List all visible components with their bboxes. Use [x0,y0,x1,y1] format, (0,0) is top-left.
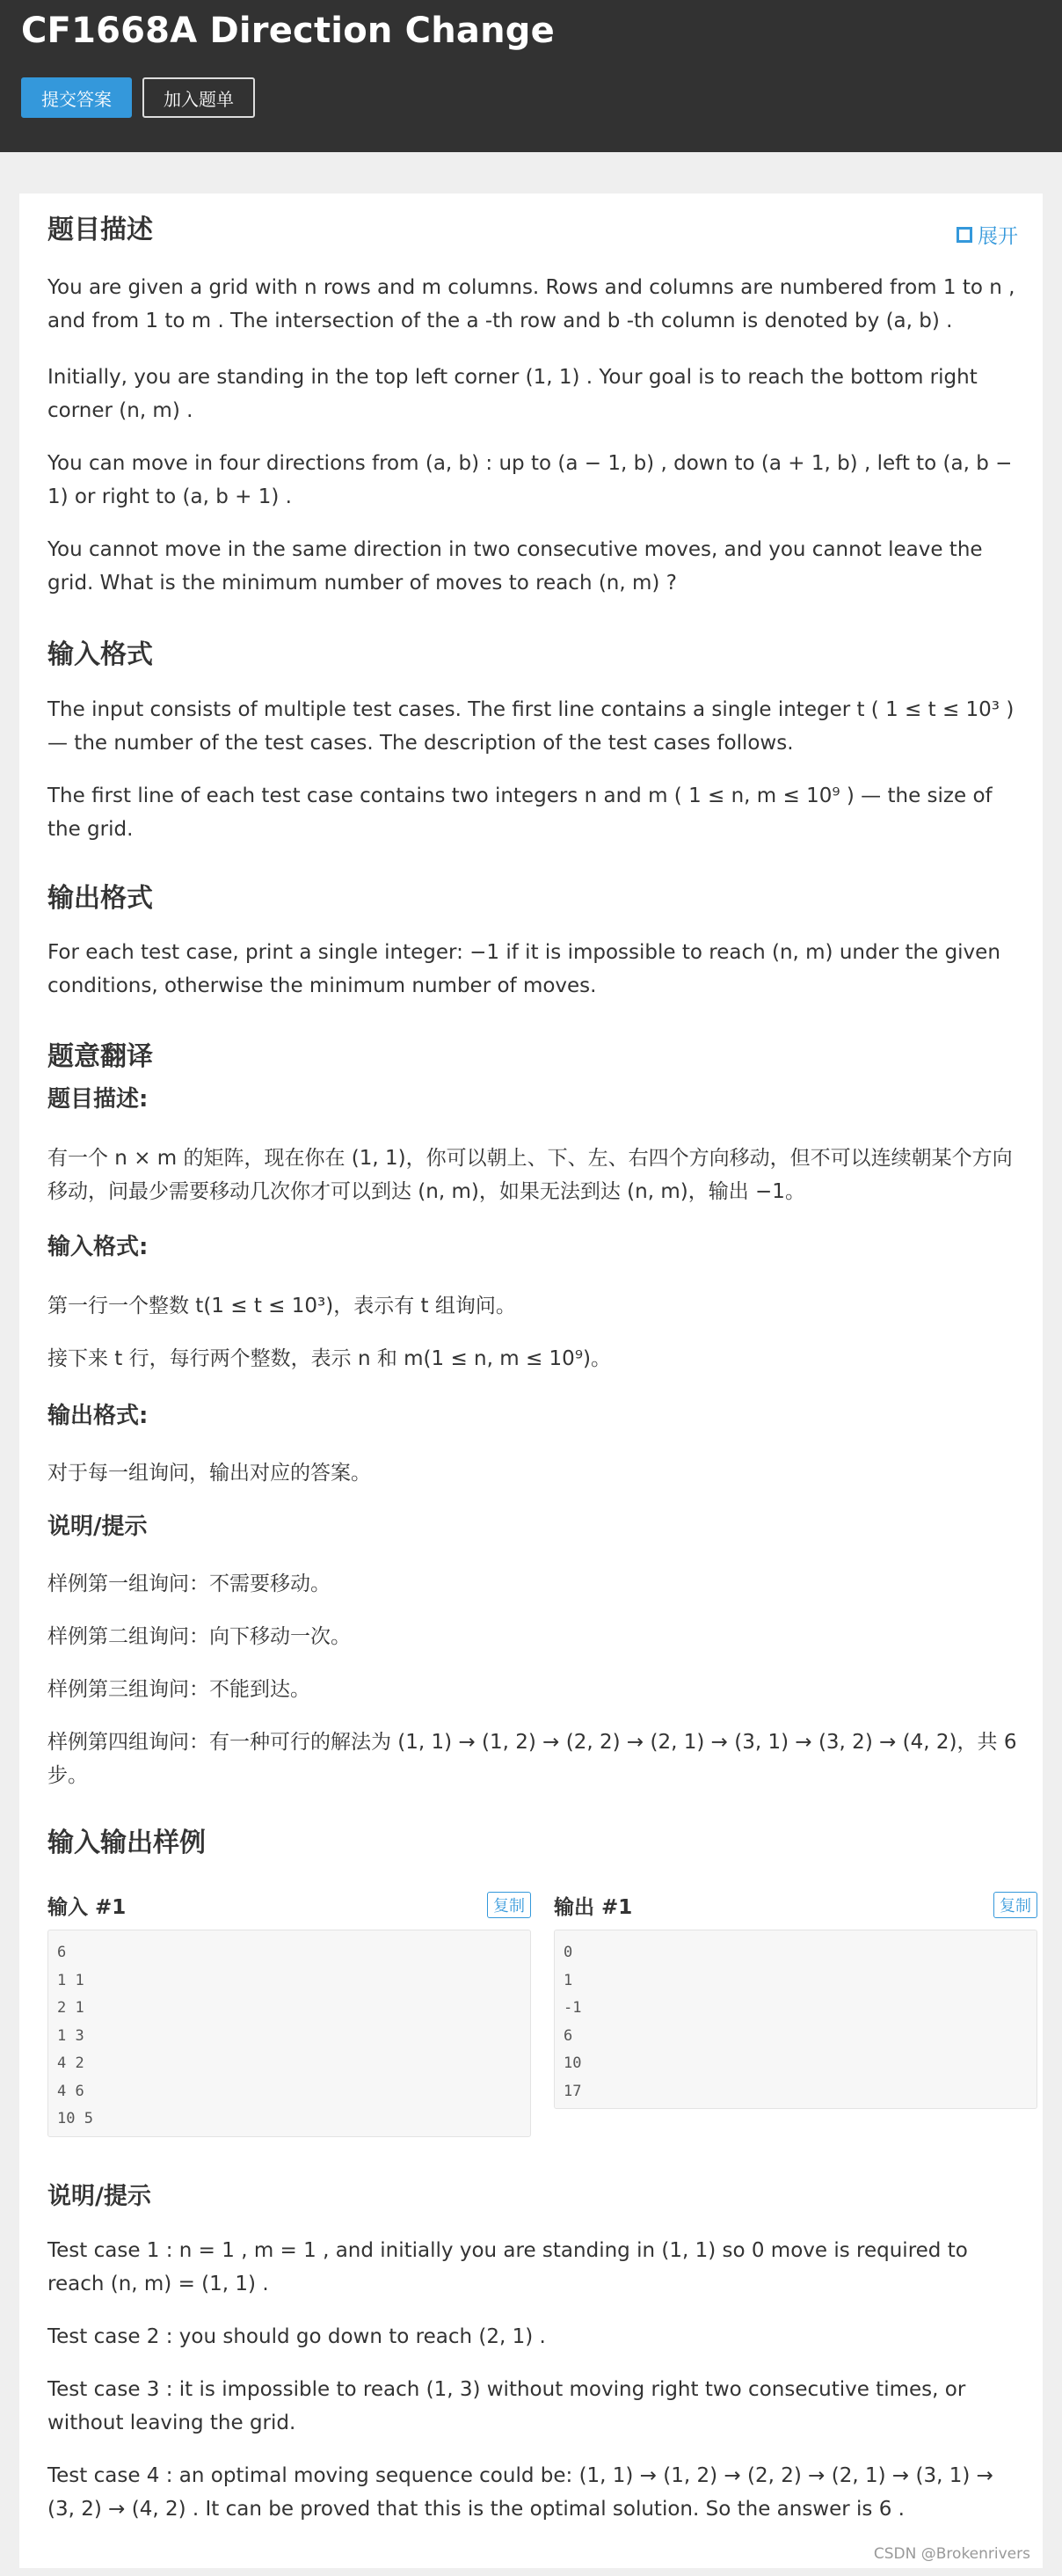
page-title: CF1668A Direction Change [21,11,555,51]
sample-output-code: 0 1 -1 6 10 17 [554,1930,1037,2109]
translation-desc-title: 题目描述: [47,1086,149,1113]
translation-title: 题意翻译 [47,1041,153,1072]
output-format-p1: For each test case, print a single integer: −1 if it is impossible to reach (n, m) under the given conditions, otherwise the minimum number of moves. [47,941,1000,997]
notes-test-1: Test case 1 : n = 1 , m = 1 , and initially you are standing in (1, 1) so 0 move is required to reach (n, m) = (1, 1) . [47,2239,968,2295]
copy-input-button[interactable]: 复制 [487,1892,531,1918]
input-format-title: 输入格式 [47,639,153,670]
input-format-p2: The first line of each test case contains two integers n and m ( 1 ≤ n, m ≤ 10⁹ ) — the size of the grid. [47,784,993,841]
sample-output [554,1887,1037,2109]
translation-input-title: 输入格式: [47,1234,149,1260]
description-p1: You are given a grid with n rows and m columns. Rows and columns are numbered from 1 to n , and from 1 to m . The intersection of the a -th row and b -th column is denoted by (a, b) . [47,276,1015,332]
translation-hint-1: 样例第一组询问：不需要移动。 [47,1573,331,1595]
translation-desc: 有一个 n × m 的矩阵，现在你在 (1, 1)，你可以朝上、下、左、右四个方向移动，但不可以连续朝某个方向移动，问最少需要移动几次你才可以到达 (n, m)，如果无法到达 (n, m)，输出 −1。 [47,1147,1013,1203]
translation-hint-3: 样例第三组询问：不能到达。 [47,1678,310,1701]
problem-card [19,193,1043,2568]
copy-output-button[interactable]: 复制 [993,1892,1037,1918]
page-header [0,0,1062,152]
sample-output-title: 输出 #1 [554,1895,633,1919]
output-format-title: 输出格式 [47,883,153,914]
description-p4: You cannot move in the same direction in two consecutive moves, and you cannot leave the grid. What is the minimum number of moves to reach (n, m) ? [47,538,983,595]
submit-answer-button[interactable]: 提交答案 [21,77,132,118]
notes-test-3: Test case 3 : it is impossible to reach (1, 3) without moving right two consecutive times, or without leaving the grid. [47,2378,966,2434]
header-actions [21,77,1041,118]
notes-test-4: Test case 4 : an optimal moving sequence could be: (1, 1) → (1, 2) → (2, 2) → (2, 1) → (3, 1) → (3, 2) → (4, 2) . It can be proved that this is the optimal solution. So the answer is 6 . [47,2464,993,2521]
translation-input-2: 接下来 t 行，每行两个整数，表示 n 和 m(1 ≤ n, m ≤ 10⁹)。 [47,1347,612,1370]
sample-input [47,1887,531,2137]
description-title: 题目描述 [47,215,153,245]
translation-hint-4: 样例第四组询问：有一种可行的解法为 (1, 1) → (1, 2) → (2, 2) → (2, 1) → (3, 1) → (3, 2) → (4, 2)，共 6 步。 [47,1731,1017,1787]
watermark: CSDN @Brokenrivers [873,2545,1030,2563]
description-p3: You can move in four directions from (a, b) : up to (a − 1, b) , down to (a + 1, b) , left to (a, b − 1) or right to (a, b + 1) . [47,452,1013,508]
translation-output-title: 输出格式: [47,1403,149,1429]
sample-input-code: 6 1 1 2 1 1 3 4 2 4 6 10 5 [47,1930,531,2137]
description-p2: Initially, you are standing in the top left corner (1, 1) . Your goal is to reach the bottom right corner (n, m) . [47,366,978,422]
translation-hint-title: 说明/提示 [47,1514,148,1540]
sample-input-title: 输入 #1 [47,1895,127,1919]
translation-output-1: 对于每一组询问，输出对应的答案。 [47,1462,371,1485]
add-to-list-button[interactable]: 加入题单 [142,77,255,118]
translation-input-1: 第一行一个整数 t(1 ≤ t ≤ 10³)，表示有 t 组询问。 [47,1295,516,1317]
description-section [47,213,1018,247]
input-format-p1: The input consists of multiple test cases. The first line contains a single integer t ( 1 ≤ t ≤ 10³ ) — the number of the test cases. The description of the test cases follows. [47,698,1015,755]
samples-title: 输入输出样例 [47,1828,206,1858]
notes-test-2: Test case 2 : you should go down to reach (2, 1) . [47,2325,546,2348]
notes-title: 说明/提示 [47,2183,151,2210]
expand-label: 展开 [978,225,1018,248]
translation-hint-2: 样例第二组询问：向下移动一次。 [47,1625,351,1648]
